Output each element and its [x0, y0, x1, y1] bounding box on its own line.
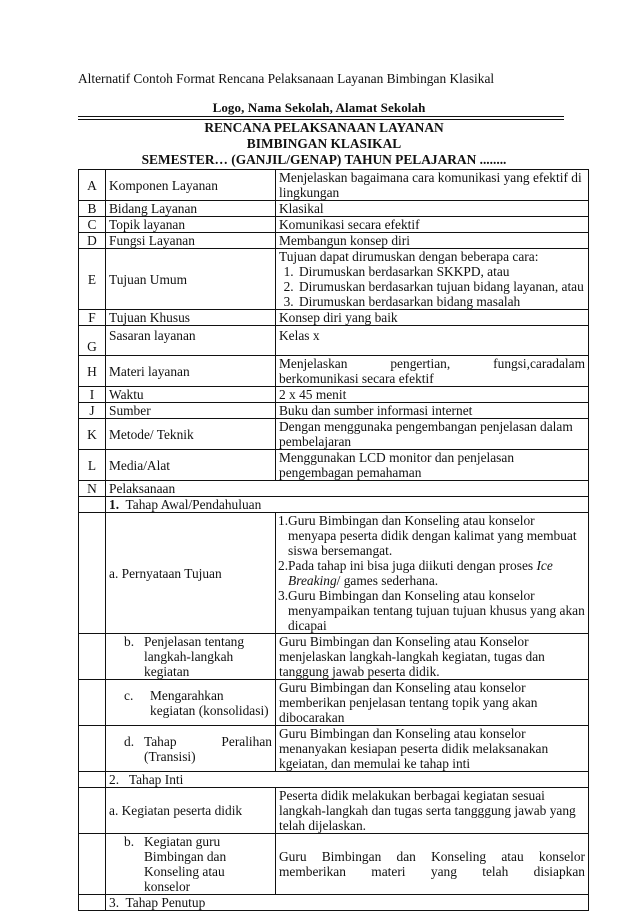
row-key: A [79, 170, 106, 201]
step-text-italic: Ice Breaking [288, 558, 553, 588]
row-key: L [79, 450, 106, 481]
indent-cell [79, 834, 106, 895]
table-row [79, 450, 589, 481]
activity-word: Peralihan [221, 733, 272, 749]
activity-label-inner [124, 734, 272, 764]
stage-number: 1. [109, 497, 120, 512]
table-row [79, 310, 589, 326]
row-label: Sasaran layanan [106, 326, 276, 356]
plan-table [78, 169, 589, 911]
table-row [79, 788, 589, 834]
activity-letter: b. [124, 634, 135, 649]
row-value: Menjelaskan bagaimana cara komunikasi yang efektif di lingkungan [276, 170, 589, 201]
row-value: Menjelaskan pengertian, fungsi,caradalam berkomunikasi secara efektif [276, 356, 589, 387]
step-text [288, 558, 585, 588]
activity-value: Guru Bimbingan dan Konseling atau konselor memberikan materi yang telah disiapkan [276, 834, 589, 895]
stage-label: Tahap Penutup [125, 895, 206, 910]
indent-cell [79, 726, 106, 772]
stage-heading [106, 497, 589, 513]
row-key: E [79, 249, 106, 310]
indent-cell [79, 772, 106, 788]
table-row [79, 201, 589, 217]
activity-label [106, 834, 276, 895]
document-caption: Alternatif Contoh Format Rencana Pelaksanaan Layanan Bimbingan Klasikal [78, 71, 495, 86]
table-row [79, 419, 589, 450]
activity-value: Guru Bimbingan dan Konseling atau konselor menanyakan kesiapan peserta didik melaksanakan kgeiatan, dan memulai ke tahap inti [276, 726, 589, 772]
row-value: Membangun konsep diri [276, 233, 589, 249]
row-value: Buku dan sumber informasi internet [276, 403, 589, 419]
indent-cell [79, 513, 106, 634]
row-key: J [79, 403, 106, 419]
table-row [79, 834, 589, 895]
row-label: Komponen Layanan [106, 170, 276, 201]
table-row [79, 356, 589, 387]
activity-text: Penjelasan tentang langkah-langkah kegiatan [144, 634, 245, 679]
heading-line-1: RENCANA PELAKSANAAN LAYANAN [204, 120, 444, 135]
stage-number: 2. [109, 772, 120, 787]
row-value: Kelas x [276, 326, 589, 356]
row-label: Metode/ Teknik [106, 419, 276, 450]
row-key: H [79, 356, 106, 387]
row-value: Menggunakan LCD monitor dan penjelasan pengembagan pemahaman [276, 450, 589, 481]
row-label: Topik layanan [106, 217, 276, 233]
list-item [278, 513, 585, 558]
activity-label [106, 680, 276, 726]
stage-row [79, 772, 589, 788]
activity-value: Peserta didik melakukan berbagai kegiatan sesuai langkah-langkah dan tugas serta tangggung jawab yang telah dijelaskan. [276, 788, 589, 834]
activity-text: Mengarahkan kegiatan (konsolidasi) [150, 687, 269, 718]
row-label: Pelaksanaan [106, 481, 589, 497]
row-label: Tujuan Khusus [106, 310, 276, 326]
table-row [79, 634, 589, 680]
row-label: Tujuan Umum [106, 249, 276, 310]
indent-cell [79, 497, 106, 513]
activity-label [106, 726, 276, 772]
activity-value: Guru Bimbingan dan Konseling atau Konselor menjelaskan langkah-langkah kegiatan, tugas dan tanggung jawab peserta didik. [276, 634, 589, 680]
indent-cell [79, 680, 106, 726]
table-row [79, 513, 589, 634]
indent-cell [79, 788, 106, 834]
stage-row [79, 497, 589, 513]
heading-line-3: SEMESTER… (GANJIL/GENAP) TAHUN PELAJARAN ........ [141, 152, 507, 167]
document-heading [104, 120, 544, 168]
list-item: 2. Dirumuskan berdasarkan tujuan bidang layanan, atau [297, 279, 585, 294]
activity-label: a. Pernyataan Tujuan [106, 513, 276, 634]
row-value: Klasikal [276, 201, 589, 217]
stage-number: 3. [109, 895, 120, 910]
table-row [79, 726, 589, 772]
activity-steps [276, 513, 589, 634]
table-row [79, 249, 589, 310]
table-row [79, 680, 589, 726]
step-text-after: / games sederhana. [336, 573, 439, 588]
stage-label: Tahap Inti [128, 772, 184, 787]
row-value: Komunikasi secara efektif [276, 217, 589, 233]
table-row [79, 481, 589, 497]
step-text: Guru Bimbingan dan Konseling atau konselor menyapa peserta didik dengan kalimat yang membuat siswa bersemangat. [288, 513, 577, 558]
activity-text [144, 734, 272, 764]
row-value [276, 249, 589, 310]
row-key: I [79, 387, 106, 403]
row-value: 2 x 45 menit [276, 387, 589, 403]
list-item [278, 558, 585, 588]
table-row [79, 170, 589, 201]
row-label: Media/Alat [106, 450, 276, 481]
row-key: F [79, 310, 106, 326]
row-label: Bidang Layanan [106, 201, 276, 217]
step-number: 2. [278, 558, 289, 573]
row-label: Materi layanan [106, 356, 276, 387]
activity-label [106, 634, 276, 680]
tujuan-list [279, 264, 585, 309]
row-key: N [79, 481, 106, 497]
row-value: Konsep diri yang baik [276, 310, 589, 326]
activity-text-line [144, 734, 272, 749]
activity-letter: c. [124, 687, 134, 703]
row-key: K [79, 419, 106, 450]
school-identity-line: Logo, Nama Sekolah, Alamat Sekolah [212, 100, 426, 115]
table-row [79, 326, 589, 356]
step-text: Guru Bimbingan dan Konseling atau konselor menyampaikan tentang tujuan tujuan khusus yang akan dicapai [288, 588, 585, 633]
step-number: 3. [278, 588, 289, 603]
tujuan-intro: Tujuan dapat dirumuskan dengan beberapa cara: [279, 249, 539, 264]
row-key: D [79, 233, 106, 249]
table-row [79, 233, 589, 249]
list-item [278, 588, 585, 633]
activity-label: a. Kegiatan peserta didik [106, 788, 276, 834]
activity-label-inner [124, 688, 272, 718]
activity-letter: b. [124, 834, 135, 849]
row-label: Waktu [106, 387, 276, 403]
list-item: 1. Dirumuskan berdasarkan SKKPD, atau [297, 264, 585, 279]
row-label: Fungsi Layanan [106, 233, 276, 249]
activity-word: (Transisi) [144, 748, 196, 764]
table-row [79, 217, 589, 233]
row-key: B [79, 201, 106, 217]
activity-label-inner [124, 634, 272, 679]
step-number: 1. [278, 513, 289, 528]
activity-letter: d. [124, 733, 135, 749]
stage-heading [106, 772, 589, 788]
activity-value: Guru Bimbingan dan Konseling atau konselor memberikan penjelasan tentang topik yang akan dibocarakan [276, 680, 589, 726]
row-label: Sumber [106, 403, 276, 419]
activity-word: Tahap [144, 733, 177, 749]
row-key: C [79, 217, 106, 233]
row-value: Dengan menggunaka pengembangan penjelasan dalam pembelajaran [276, 419, 589, 450]
activity-text: Kegiatan guru Bimbingan dan Konseling atau konselor [144, 834, 227, 894]
indent-cell [79, 634, 106, 680]
activity-label-inner [124, 834, 272, 894]
table-row [79, 403, 589, 419]
stage-label: Tahap Awal/Pendahuluan [125, 497, 262, 512]
list-item: 3. Dirumuskan berdasarkan bidang masalah [297, 294, 585, 309]
step-text-before: Pada tahap ini bisa juga diikuti dengan proses [288, 558, 537, 573]
row-key: G [79, 326, 106, 356]
heading-line-2: BIMBINGAN KLASIKAL [246, 136, 402, 151]
table-row [79, 387, 589, 403]
header-rule-top [78, 116, 564, 117]
